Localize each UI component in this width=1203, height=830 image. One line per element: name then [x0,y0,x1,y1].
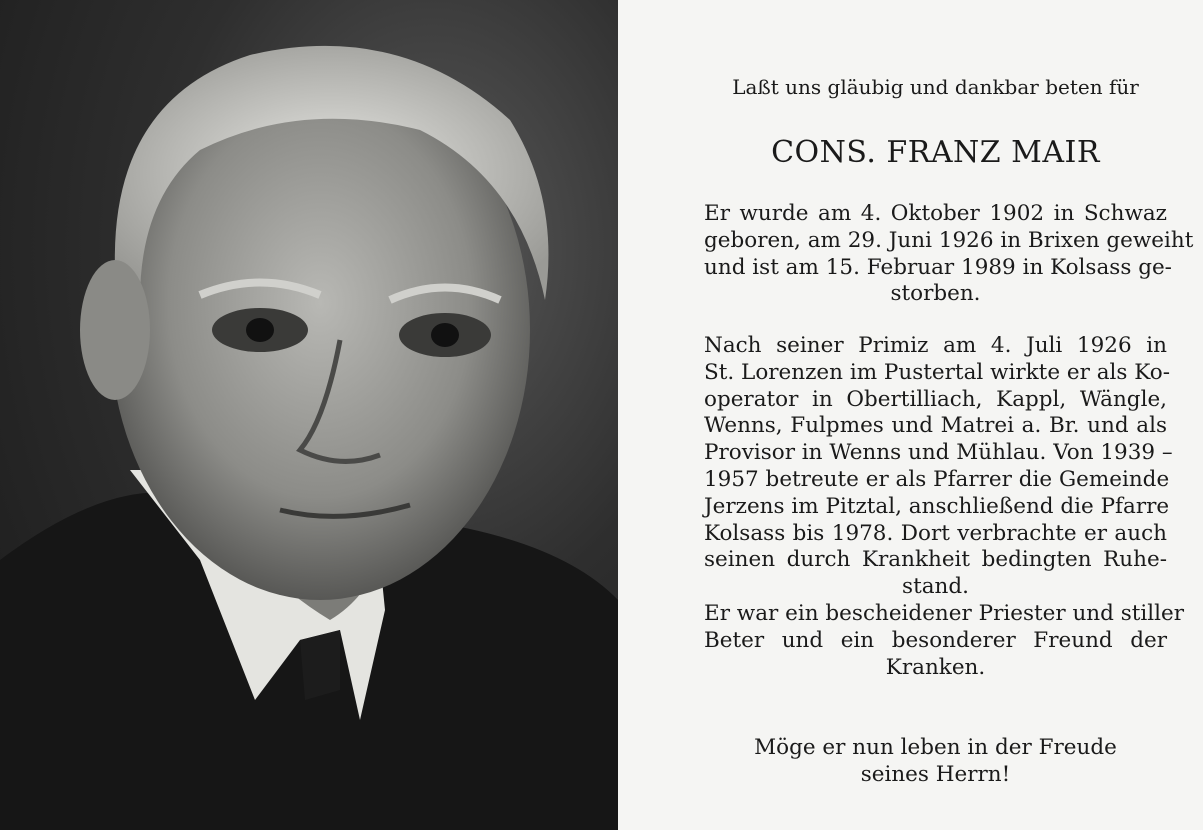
career-line: Wenns, Fulpmes und Matrei a. Br. und als [704,413,1167,439]
career-line: operator in Obertilliach, Kappl, Wängle, [704,386,1167,412]
career-paragraph [704,333,1185,681]
biography-paragraph [704,201,1194,308]
career-line: seinen durch Krankheit bedingten Ruhe- [704,547,1167,573]
intro-line: Laßt uns gläubig und dankbar beten für [732,75,1139,99]
obituary-text [618,0,1203,830]
bio-line: Er wurde am 4. Oktober 1902 in Schwaz [704,201,1167,226]
career-line: stand. [902,574,969,600]
career-line: Jerzens im Pitztal, anschließend die Pfarre [704,493,1170,519]
career-line: Beter und ein besonderer Freund der [704,627,1167,653]
closing-line: Möge er nun leben in der Freude [754,735,1117,760]
career-line: Kranken. [885,654,986,680]
closing-prayer [704,735,1167,789]
career-line: 1957 betreute er als Pfarrer die Gemeinde [704,466,1170,492]
career-line: Er war ein bescheidener Priester und stiller [704,600,1185,626]
bio-line: storben. [890,281,981,307]
career-line: Nach seiner Primiz am 4. Juli 1926 in [704,333,1167,358]
closing-line: seines Herrn! [860,761,1011,787]
career-line: Provisor in Wenns und Mühlau. Von 1939 – [704,440,1173,466]
deceased-name: CONS. FRANZ MAIR [771,135,1100,170]
bio-line: und ist am 15. Februar 1989 in Kolsass ge- [704,254,1172,280]
bio-line: geboren, am 29. Juni 1926 in Brixen geweiht [704,227,1194,253]
career-line: Kolsass bis 1978. Dort verbrachte er auch [704,520,1167,546]
career-line: St. Lorenzen im Pustertal wirkte er als Ko- [704,359,1170,385]
